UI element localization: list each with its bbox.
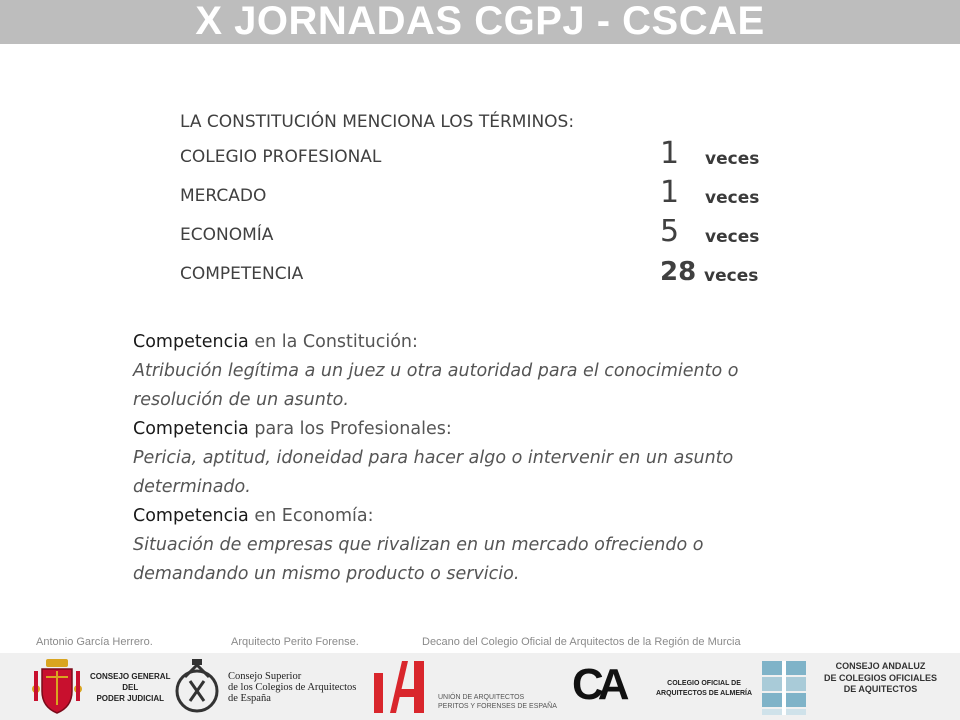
term-unit: veces [705,227,760,247]
definition-keyword: Competencia [133,332,249,352]
credit-position: Decano del Colegio Oficial de Arquitectos de la Región de Murcia [422,636,741,648]
almeria-name: COLEGIO OFICIAL DE ARQUITECTOS DE ALMERÍA [656,680,753,697]
term-name: MERCADO [180,186,267,206]
andaluz-mark-icon [760,657,808,717]
cscae-emblem-icon [172,657,222,717]
definition-keyword: Competencia [133,506,249,526]
term-row [180,136,800,175]
term-name: COMPETENCIA [180,264,304,284]
term-row [180,214,800,253]
term-name: COLEGIO PROFESIONAL [180,147,382,167]
definition-keyword: Competencia [133,419,249,439]
definition-heading [133,328,823,357]
definition-heading [133,502,823,531]
coat-of-arms-icon [30,657,84,717]
term-count: 1 [660,136,680,171]
term-row [180,175,800,214]
credit-author: Antonio García Herrero. [36,636,153,648]
andaluz-logo [760,653,960,720]
term-unit: veces [704,266,759,286]
definition-text: demandando un mismo producto o servicio. [133,564,520,584]
terms-block [180,108,800,292]
union-logo [372,653,572,720]
cgpj-name: CONSEJO GENERAL DEL PODER JUDICIAL [90,672,171,703]
cscae-logo [172,653,372,720]
definition-context: para los Profesionales: [248,419,452,439]
credit-role: Arquitecto Perito Forense. [231,636,359,648]
almeria-logo [570,653,755,720]
union-mark-icon [372,657,428,717]
term-unit: veces [705,149,760,169]
definition-heading [133,415,823,444]
definition-text: determinado. [133,477,251,497]
cscae-name: Consejo Superior de los Colegios de Arquitectos de España [228,671,357,704]
slide-title: X JORNADAS CGPJ - CSCAE [195,0,765,43]
definition-text: resolución de un asunto. [133,390,349,410]
term-count: 5 [660,214,680,249]
definition-text: Situación de empresas que rivalizan en un mercado ofreciendo o [133,535,704,555]
definitions-block [133,328,823,589]
cgpj-logo [28,653,171,720]
almeria-mark: CA [572,660,624,709]
definition-text: Atribución legítima a un juez u otra autoridad para el conocimiento o [133,361,739,381]
term-unit: veces [705,188,760,208]
logo-strip [0,653,960,720]
term-count: 1 [660,175,680,210]
header-bar [0,0,960,44]
term-name: ECONOMÍA [180,225,274,245]
term-count: 28 [660,257,697,287]
term-row [180,253,800,292]
definition-context: en Economía: [248,506,374,526]
definition-context: en la Constitución: [248,332,418,352]
definition-text: Pericia, aptitud, idoneidad para hacer algo o intervenir en un asunto [133,448,734,468]
terms-heading: LA CONSTITUCIÓN MENCIONA LOS TÉRMINOS: [180,112,575,132]
union-name: UNIÓN DE ARQUITECTOS PERITOS Y FORENSES DE ESPAÑA [438,694,557,710]
andaluz-name: CONSEJO ANDALUZ DE COLEGIOS OFICIALES DE AQUITECTOS [824,661,938,694]
